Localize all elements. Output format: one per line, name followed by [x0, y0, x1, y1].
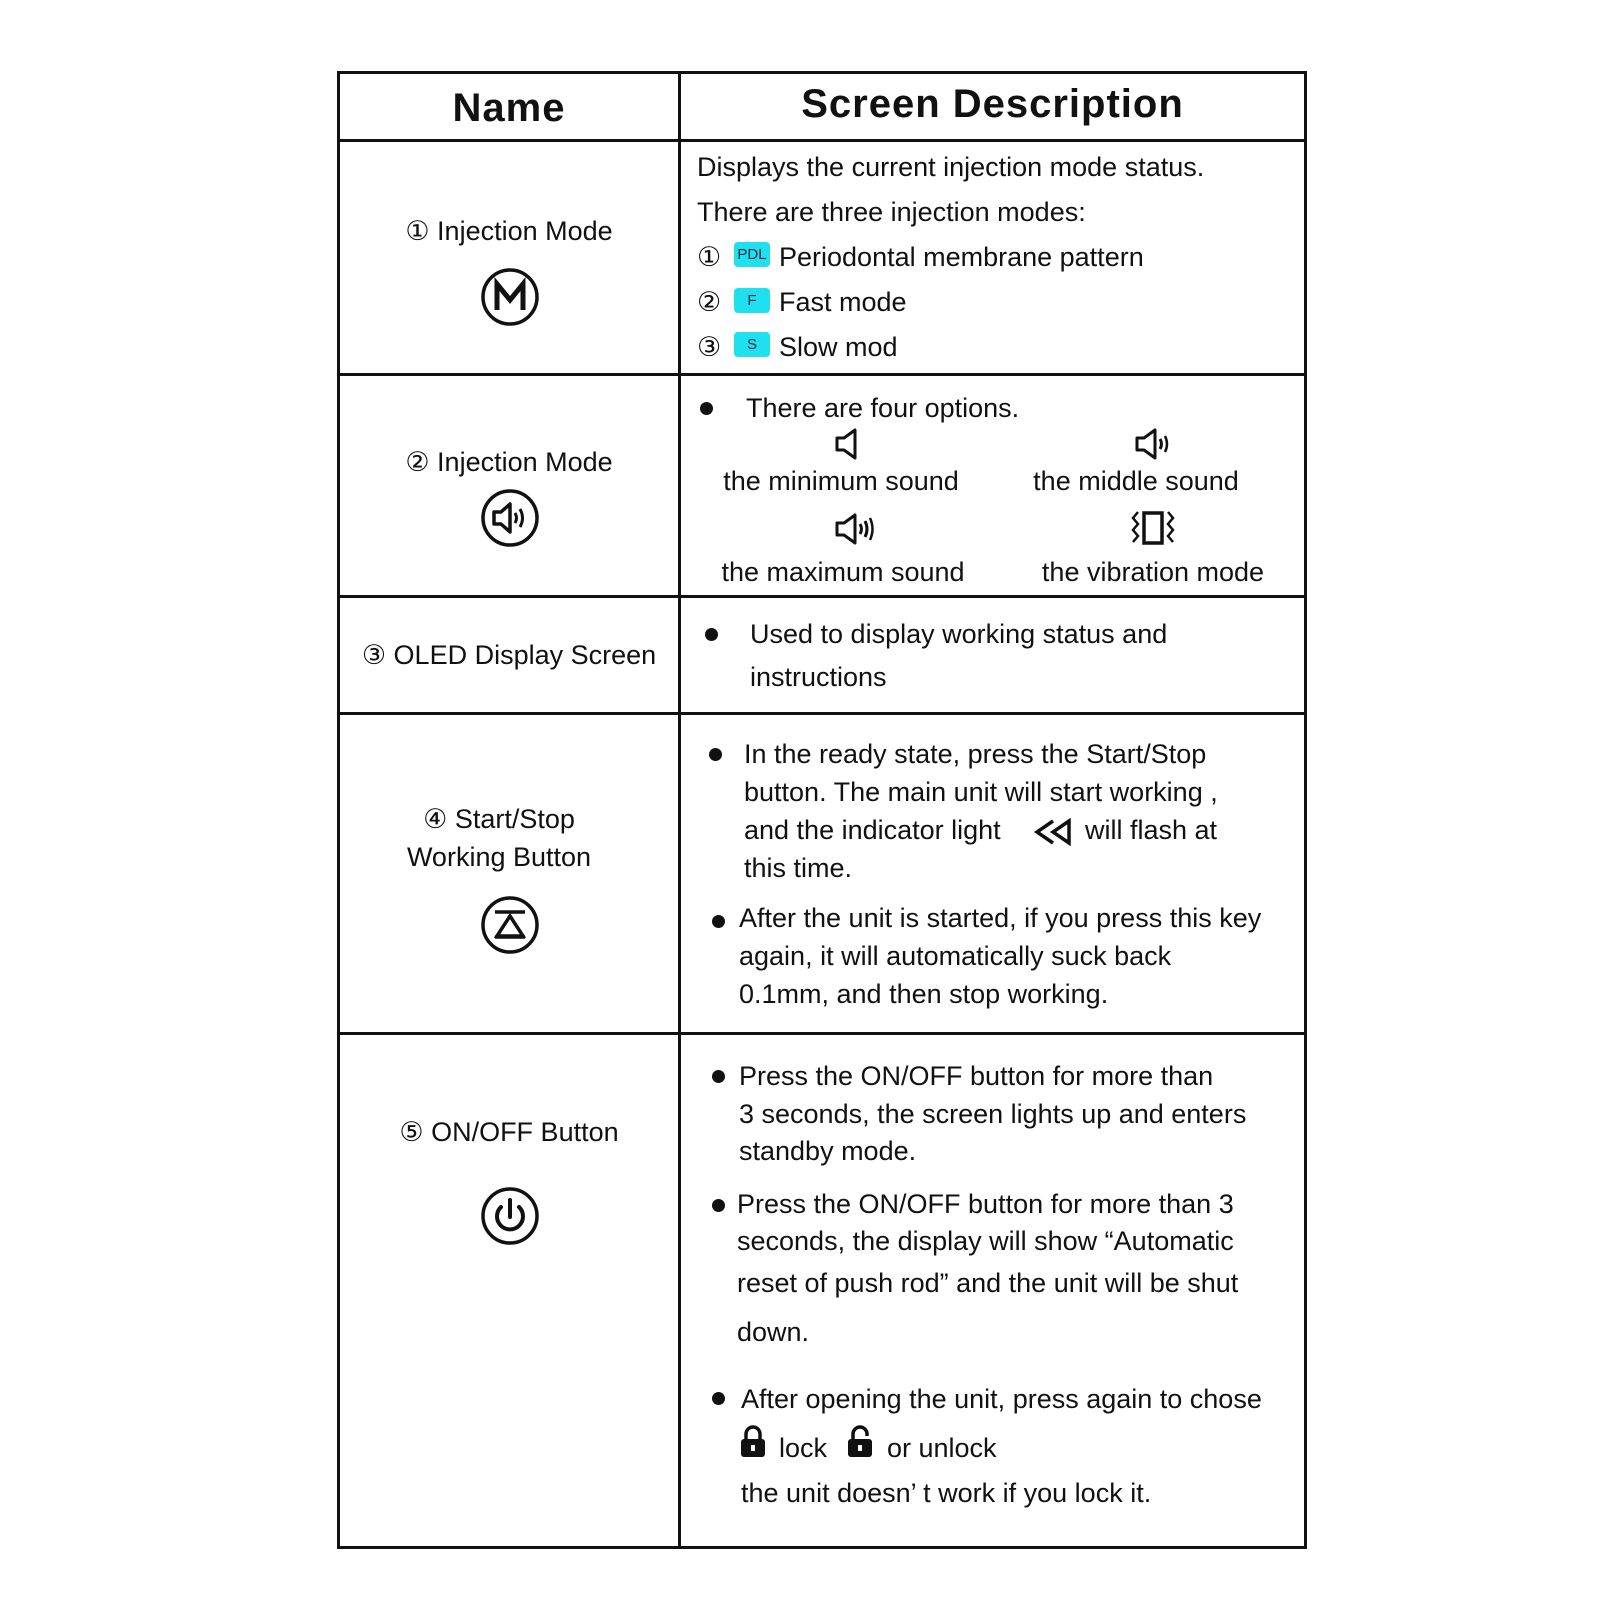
row2-name-cell — [340, 376, 681, 595]
table-row — [340, 598, 1304, 715]
row5-b3-line1: After opening the unit, press again to chose — [741, 1384, 1262, 1414]
row4-b1-line2: button. The main unit will start working , — [744, 777, 1218, 807]
header-name-cell — [340, 74, 681, 139]
table-row — [340, 715, 1304, 1035]
bullet — [705, 628, 718, 641]
mode-number: ① — [697, 242, 722, 272]
row1-line2: There are three injection modes: — [697, 197, 1086, 227]
row3-name: ③ OLED Display Screen — [361, 640, 657, 670]
header-description: Screen Description — [801, 82, 1184, 126]
speaker-mid-icon — [1133, 426, 1173, 462]
row5-b1-line1: Press the ON/OFF button for more than — [739, 1061, 1214, 1091]
slow-badge: S — [734, 332, 770, 357]
start-stop-circle-icon — [480, 895, 540, 955]
row4-name-cell — [340, 715, 681, 1032]
row2-intro: There are four options. — [746, 393, 1020, 423]
rewind-indicator-icon — [1033, 818, 1075, 846]
mode-number: ② — [697, 287, 722, 317]
row5-name: ⑤ ON/OFF Button — [399, 1117, 619, 1147]
row1-name-cell — [340, 142, 681, 373]
row5-b1-line2: 3 seconds, the screen lights up and enters — [739, 1099, 1247, 1129]
row5-b2-line2: seconds, the display will show “Automatic — [737, 1226, 1234, 1256]
row3-name-cell — [340, 598, 681, 712]
mode-label: Slow mod — [779, 332, 898, 362]
row4-b1-line4: this time. — [744, 853, 853, 883]
row3-line2: instructions — [750, 662, 887, 692]
row4-b2-line1: After the unit is started, if you press this key — [739, 903, 1262, 933]
row5-unlock-label: or unlock — [887, 1433, 997, 1463]
option-label: the maximum sound — [721, 557, 965, 587]
row4-b2-line3: 0.1mm, and then stop working. — [739, 979, 1109, 1009]
speaker-circle-icon — [480, 488, 540, 548]
row3-line1: Used to display working status and — [750, 619, 1168, 649]
table-header-row — [340, 74, 1304, 142]
row4-name-line2: Working Button — [406, 842, 592, 872]
row3-desc-cell — [681, 598, 1304, 712]
row5-b2-line4: down. — [737, 1317, 810, 1347]
row5-name-cell — [340, 1035, 681, 1546]
option-label: the vibration mode — [1041, 557, 1265, 587]
row1-name: ① Injection Mode — [405, 216, 613, 246]
row1-line1: Displays the current injection mode status. — [697, 152, 1205, 182]
bullet — [712, 1392, 725, 1405]
bullet — [712, 915, 725, 928]
row1-desc-cell — [681, 142, 1304, 373]
vibration-icon — [1129, 508, 1177, 548]
row4-b2-line2: again, it will automatically suck back — [739, 941, 1172, 971]
row4-b1-line1: In the ready state, press the Start/Stop — [744, 739, 1207, 769]
row2-desc-cell — [681, 376, 1304, 595]
option-label: the middle sound — [1033, 466, 1239, 496]
mode-number: ③ — [697, 332, 722, 362]
row5-desc-cell — [681, 1035, 1304, 1546]
row4-desc-cell — [681, 715, 1304, 1032]
table-row — [340, 1035, 1304, 1546]
row4-b1-line3a: and the indicator light — [744, 815, 1001, 845]
fast-badge: F — [734, 288, 770, 313]
bullet — [700, 402, 713, 415]
pdl-badge: PDL — [734, 242, 770, 267]
lock-icon — [739, 1424, 767, 1460]
mode-label: Fast mode — [779, 287, 907, 317]
row5-b1-line3: standby mode. — [739, 1136, 917, 1166]
row2-name: ② Injection Mode — [405, 447, 613, 477]
power-circle-icon — [480, 1186, 540, 1246]
table-row — [340, 142, 1304, 376]
header-name: Name — [452, 86, 566, 130]
row5-lock-label: lock — [779, 1433, 828, 1463]
mode-label: Periodontal membrane pattern — [779, 242, 1144, 272]
table-row — [340, 376, 1304, 598]
row4-b1-line3b: will flash at — [1085, 815, 1218, 845]
bullet — [712, 1199, 725, 1212]
row5-b2-line1: Press the ON/OFF button for more than 3 — [737, 1189, 1234, 1219]
bullet — [709, 748, 722, 761]
speaker-min-icon — [833, 426, 865, 462]
m-circle-icon — [480, 267, 540, 327]
speaker-max-icon — [833, 511, 875, 547]
unlock-icon — [846, 1424, 876, 1460]
row5-b2-line3: reset of push rod” and the unit will be shut — [737, 1268, 1239, 1298]
option-label: the minimum sound — [723, 466, 959, 496]
bullet — [712, 1070, 725, 1083]
row4-name-line1: ④ Start/Stop — [423, 804, 575, 834]
description-table — [337, 71, 1307, 1549]
row5-b3-line3: the unit doesn’ t work if you lock it. — [741, 1478, 1152, 1508]
header-desc-cell — [681, 74, 1304, 139]
